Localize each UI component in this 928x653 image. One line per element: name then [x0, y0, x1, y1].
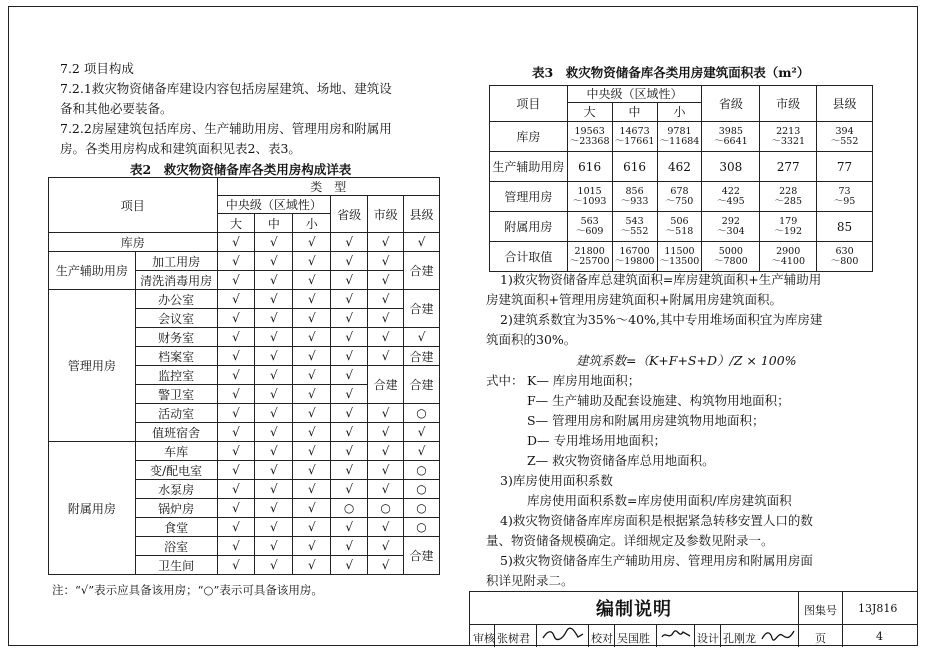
check-mark: √ — [331, 404, 368, 423]
value-line: ～11684 — [659, 135, 700, 147]
area-value — [702, 212, 760, 242]
merged-cell: 合建 — [404, 252, 440, 290]
area-value: 308 — [702, 152, 760, 182]
check-mark: √ — [331, 328, 368, 347]
circle-mark: ○ — [404, 461, 440, 480]
row-label: 档案室 — [135, 347, 217, 366]
header-mid: 中 — [612, 103, 657, 122]
value-line: 3985 — [718, 125, 743, 137]
value-line: ～192 — [774, 225, 802, 237]
value-line: 19563 — [574, 125, 605, 137]
value-line: 856 — [625, 185, 644, 197]
paragraph-line: 7.2.2房屋建筑包括库房、生产辅助用房、管理用房和附属用 — [60, 121, 392, 136]
row-label: 库房 — [49, 233, 218, 252]
check-mark: √ — [217, 366, 255, 385]
note-line: 库房使用面积系数=库房使用面积/库房建筑面积 — [527, 493, 792, 508]
check-mark: √ — [293, 290, 331, 309]
check-mark: √ — [331, 423, 368, 442]
check-mark: √ — [368, 423, 404, 442]
title-block — [469, 591, 918, 646]
check-mark: √ — [293, 347, 331, 366]
check-mark: √ — [293, 556, 331, 575]
value-line: 678 — [670, 185, 689, 197]
area-value — [817, 122, 873, 152]
check-mark: √ — [368, 404, 404, 423]
header-big: 大 — [217, 214, 255, 233]
value-line: ～13500 — [659, 255, 700, 267]
area-value — [567, 242, 612, 272]
check-mark: √ — [217, 328, 255, 347]
check-mark: √ — [217, 537, 255, 556]
check-mark: √ — [255, 480, 293, 499]
check-mark: √ — [368, 309, 404, 328]
merged-cell: 合建 — [404, 290, 440, 328]
check-mark: √ — [368, 480, 404, 499]
row-label: 办公室 — [135, 290, 217, 309]
check-mark: √ — [293, 423, 331, 442]
design-label: 设计 — [697, 632, 719, 645]
check-mark: √ — [293, 461, 331, 480]
value-line: ～800 — [830, 255, 859, 267]
value-line: ～609 — [575, 225, 604, 237]
table3-caption: 表3 救灾物资储备库各类用房建筑面积表（m²） — [532, 65, 810, 80]
value-line: 9781 — [667, 125, 692, 137]
row-label: 变/配电室 — [135, 461, 217, 480]
area-value — [567, 122, 612, 152]
area-value: 462 — [657, 152, 702, 182]
check-mark: √ — [217, 480, 255, 499]
circle-mark: ○ — [368, 499, 404, 518]
area-value — [657, 242, 702, 272]
value-line: 21800 — [574, 245, 605, 257]
atlas-number: 13J816 — [858, 602, 898, 615]
variable-def: S— 管理用房和附属用房建筑物用地面积； — [527, 413, 765, 428]
area-value — [612, 212, 657, 242]
row-label: 生产辅助用房 — [490, 152, 568, 182]
check-mark: √ — [217, 461, 255, 480]
check-mark: √ — [293, 518, 331, 537]
check-mark: √ — [331, 290, 368, 309]
area-value — [612, 122, 657, 152]
check-mark: √ — [293, 537, 331, 556]
page-number: 4 — [876, 630, 883, 643]
check-mark: √ — [255, 347, 293, 366]
header-prov: 省级 — [331, 196, 368, 233]
check-mark: √ — [293, 252, 331, 271]
area-value — [760, 182, 817, 212]
value-line: 394 — [835, 125, 854, 137]
note-line: 1)救灾物资储备库总建筑面积=库房建筑面积+生产辅助用 — [500, 272, 822, 287]
check-mark: √ — [255, 404, 293, 423]
check-mark: √ — [331, 271, 368, 290]
check-mark: √ — [331, 233, 368, 252]
header-item: 项目 — [49, 178, 218, 233]
page-label: 页 — [815, 632, 826, 645]
check-mark: √ — [404, 423, 440, 442]
header-city: 市级 — [368, 196, 404, 233]
value-line: 228 — [779, 185, 798, 197]
where-label: 式中： — [486, 373, 524, 388]
value-line: 73 — [838, 185, 851, 197]
check-mark: √ — [368, 461, 404, 480]
check-mark: √ — [331, 480, 368, 499]
check-mark: √ — [293, 480, 331, 499]
check-mark: √ — [217, 404, 255, 423]
merged-cell: 合建 — [404, 537, 440, 575]
check-mark: √ — [293, 366, 331, 385]
circle-mark: ○ — [404, 480, 440, 499]
row-label: 管理用房 — [490, 182, 568, 212]
value-line: ～3321 — [771, 135, 806, 147]
check-mark: √ — [331, 309, 368, 328]
check-mark: √ — [368, 347, 404, 366]
check-mark: √ — [217, 385, 255, 404]
check-mark: √ — [217, 518, 255, 537]
header-prov: 省级 — [702, 86, 760, 122]
check-mark: √ — [368, 233, 404, 252]
value-line: 563 — [580, 215, 599, 227]
area-value — [567, 212, 612, 242]
review-label: 审核 — [473, 632, 495, 645]
value-line: 179 — [779, 215, 798, 227]
group-label: 生产辅助用房 — [49, 252, 136, 290]
check-mark: √ — [217, 233, 255, 252]
variable-def: K— 库房用地面积； — [527, 373, 641, 388]
checker-name: 吴国胜 — [617, 632, 650, 645]
check-mark: √ — [293, 442, 331, 461]
header-type: 类 型 — [217, 178, 440, 196]
merged-cell: 合建 — [368, 366, 404, 404]
value-line: ～6641 — [714, 135, 748, 147]
atlas-label: 图集号 — [804, 604, 837, 617]
value-line: ～933 — [620, 195, 649, 207]
circle-mark: ○ — [404, 518, 440, 537]
area-value — [702, 242, 760, 272]
area-value: 616 — [612, 152, 657, 182]
note-line: 积详见附录二。 — [486, 573, 574, 588]
value-line: 2213 — [776, 125, 801, 137]
value-line: 422 — [721, 185, 740, 197]
check-mark: √ — [255, 252, 293, 271]
check-mark: √ — [255, 233, 293, 252]
drawing-title: 编制说明 — [596, 599, 672, 620]
check-mark: √ — [404, 442, 440, 461]
value-line: 5000 — [718, 245, 743, 257]
check-mark: √ — [368, 290, 404, 309]
check-mark: √ — [331, 252, 368, 271]
row-label: 食堂 — [135, 518, 217, 537]
row-label: 浴室 — [135, 537, 217, 556]
note-line: 5)救灾物资储备库生产辅助用房、管理用房和附属用房面 — [500, 553, 813, 568]
check-mark: √ — [217, 442, 255, 461]
check-mark: √ — [331, 347, 368, 366]
check-mark: √ — [293, 404, 331, 423]
header-county: 县级 — [404, 196, 440, 233]
check-mark: √ — [368, 252, 404, 271]
check-mark: √ — [293, 309, 331, 328]
designer-name: 孔刚龙 — [723, 632, 756, 645]
check-mark: √ — [368, 518, 404, 537]
row-label: 锅炉房 — [135, 499, 217, 518]
check-mark: √ — [331, 442, 368, 461]
area-value — [817, 242, 873, 272]
check-mark: √ — [368, 556, 404, 575]
value-line: ～750 — [665, 195, 694, 207]
note-line: 筑面积的30%。 — [486, 332, 577, 347]
value-line: 506 — [670, 215, 689, 227]
value-line: ～4100 — [771, 255, 806, 267]
paragraph-line: 备和其他必要装备。 — [60, 101, 173, 116]
header-central: 中央级（区域性） — [217, 196, 331, 214]
value-line: ～23368 — [569, 135, 610, 147]
area-value: 85 — [817, 212, 873, 242]
check-mark: √ — [255, 518, 293, 537]
value-line: ～285 — [774, 195, 802, 207]
check-label: 校对 — [591, 632, 613, 645]
check-mark: √ — [217, 271, 255, 290]
header-big: 大 — [567, 103, 612, 122]
value-line: 11500 — [664, 245, 695, 257]
check-mark: √ — [255, 366, 293, 385]
circle-mark: ○ — [404, 404, 440, 423]
check-mark: √ — [368, 442, 404, 461]
check-mark: √ — [217, 499, 255, 518]
value-line: ～1093 — [572, 195, 607, 207]
value-line: 630 — [835, 245, 854, 257]
header-small: 小 — [657, 103, 702, 122]
area-value: 77 — [817, 152, 873, 182]
variable-def: F— 生产辅助及配套设施建、构筑物用地面积； — [527, 393, 790, 408]
row-label: 加工用房 — [135, 252, 217, 271]
row-label: 卫生间 — [135, 556, 217, 575]
row-label: 警卫室 — [135, 385, 217, 404]
check-mark: √ — [293, 271, 331, 290]
value-line: ～552 — [830, 135, 859, 147]
check-mark: √ — [331, 385, 368, 404]
check-mark: √ — [255, 309, 293, 328]
check-mark: √ — [404, 233, 440, 252]
row-label: 清洗消毒用房 — [135, 271, 217, 290]
check-mark: √ — [331, 366, 368, 385]
reviewer-signature — [540, 626, 586, 644]
check-mark: √ — [255, 537, 293, 556]
area-value — [817, 182, 873, 212]
merged-cell: 合建 — [404, 347, 440, 366]
area-value — [760, 122, 817, 152]
area-value: 616 — [567, 152, 612, 182]
check-mark: √ — [368, 328, 404, 347]
value-line: ～7800 — [714, 255, 748, 267]
check-mark: √ — [255, 328, 293, 347]
check-mark: √ — [404, 328, 440, 347]
check-mark: √ — [331, 537, 368, 556]
value-line: ～19800 — [614, 255, 655, 267]
check-mark: √ — [331, 461, 368, 480]
circle-mark: ○ — [404, 499, 440, 518]
value-line: 292 — [721, 215, 740, 227]
row-label: 活动室 — [135, 404, 217, 423]
value-line: ～552 — [620, 225, 649, 237]
row-label: 附属用房 — [490, 212, 568, 242]
value-line: 2900 — [776, 245, 801, 257]
check-mark: √ — [293, 499, 331, 518]
value-line: 1015 — [577, 185, 602, 197]
row-label: 监控室 — [135, 366, 217, 385]
value-line: ～95 — [833, 195, 856, 207]
note-line: 3)库房使用面积系数 — [500, 473, 613, 488]
check-mark: √ — [255, 290, 293, 309]
value-line: ～17661 — [614, 135, 655, 147]
check-mark: √ — [217, 423, 255, 442]
area-value: 277 — [760, 152, 817, 182]
area-value — [567, 182, 612, 212]
check-mark: √ — [293, 328, 331, 347]
check-mark: √ — [255, 271, 293, 290]
formula: 建筑系数=（K+F+S+D）/Z × 100% — [576, 353, 797, 368]
check-mark: √ — [217, 309, 255, 328]
table2-note: 注：“√”表示应具备该用房；“○”表示可具备该用房。 — [52, 583, 323, 597]
area-value — [760, 212, 817, 242]
check-mark: √ — [331, 518, 368, 537]
check-mark: √ — [368, 537, 404, 556]
table3 — [489, 85, 873, 272]
circle-mark: ○ — [331, 499, 368, 518]
paragraph-line: 7.2.1救灾物资储备库建设内容包括房屋建筑、场地、建筑设 — [60, 81, 392, 96]
value-line: 543 — [625, 215, 644, 227]
designer-signature — [759, 626, 797, 644]
area-value — [612, 182, 657, 212]
area-value — [760, 242, 817, 272]
check-mark: √ — [217, 290, 255, 309]
row-label: 财务室 — [135, 328, 217, 347]
paragraph-line: 房。各类用房构成和建筑面积见表2、表3。 — [60, 141, 301, 156]
header-city: 市级 — [760, 86, 817, 122]
reviewer-name: 张树君 — [497, 632, 530, 645]
value-line: 14673 — [619, 125, 650, 137]
note-line: 房建筑面积+管理用房建筑面积+附属用房建筑面积。 — [486, 292, 782, 307]
note-line: 4)救灾物资储备库库房面积是根据紧急转移安置人口的数 — [500, 513, 813, 528]
note-line: 量、物资储备规模确定。详细规定及参数见附录一。 — [486, 533, 774, 548]
header-mid: 中 — [255, 214, 293, 233]
check-mark: √ — [255, 385, 293, 404]
header-county: 县级 — [817, 86, 873, 122]
check-mark: √ — [255, 556, 293, 575]
variable-def: Z— 救灾物资储备库总用地面积。 — [527, 453, 715, 468]
check-mark: √ — [255, 442, 293, 461]
check-mark: √ — [293, 385, 331, 404]
check-mark: √ — [217, 252, 255, 271]
variable-def: D— 专用堆场用地面积； — [527, 433, 666, 448]
check-mark: √ — [368, 271, 404, 290]
value-line: 16700 — [619, 245, 650, 257]
check-mark: √ — [331, 556, 368, 575]
area-value — [657, 182, 702, 212]
merged-cell: 合建 — [404, 366, 440, 404]
row-label: 库房 — [490, 122, 568, 152]
checker-signature — [659, 626, 693, 644]
check-mark: √ — [217, 556, 255, 575]
table2 — [48, 177, 440, 575]
area-value — [612, 242, 657, 272]
group-label: 附属用房 — [49, 442, 136, 575]
value-line: ～304 — [717, 225, 745, 237]
note-line: 2)建筑系数宜为35%～40%,其中专用堆场面积宜为库房建 — [500, 312, 823, 327]
header-central: 中央级（区域性） — [567, 86, 702, 103]
area-value — [657, 212, 702, 242]
header-item: 项目 — [490, 86, 568, 122]
group-label: 管理用房 — [49, 290, 136, 442]
check-mark: √ — [255, 423, 293, 442]
row-label: 会议室 — [135, 309, 217, 328]
area-value — [702, 182, 760, 212]
row-label: 水泵房 — [135, 480, 217, 499]
check-mark: √ — [293, 233, 331, 252]
row-label: 合计取值 — [490, 242, 568, 272]
area-value — [702, 122, 760, 152]
value-line: ～25700 — [569, 255, 610, 267]
area-value — [657, 122, 702, 152]
value-line: ～495 — [717, 195, 745, 207]
row-label: 值班宿舍 — [135, 423, 217, 442]
check-mark: √ — [217, 347, 255, 366]
check-mark: √ — [255, 461, 293, 480]
check-mark: √ — [255, 499, 293, 518]
section-heading: 7.2 项目构成 — [60, 61, 134, 76]
row-label: 车库 — [135, 442, 217, 461]
table2-caption: 表2 救灾物资储备库各类用房构成详表 — [130, 162, 352, 177]
value-line: ～518 — [665, 225, 694, 237]
header-small: 小 — [293, 214, 331, 233]
